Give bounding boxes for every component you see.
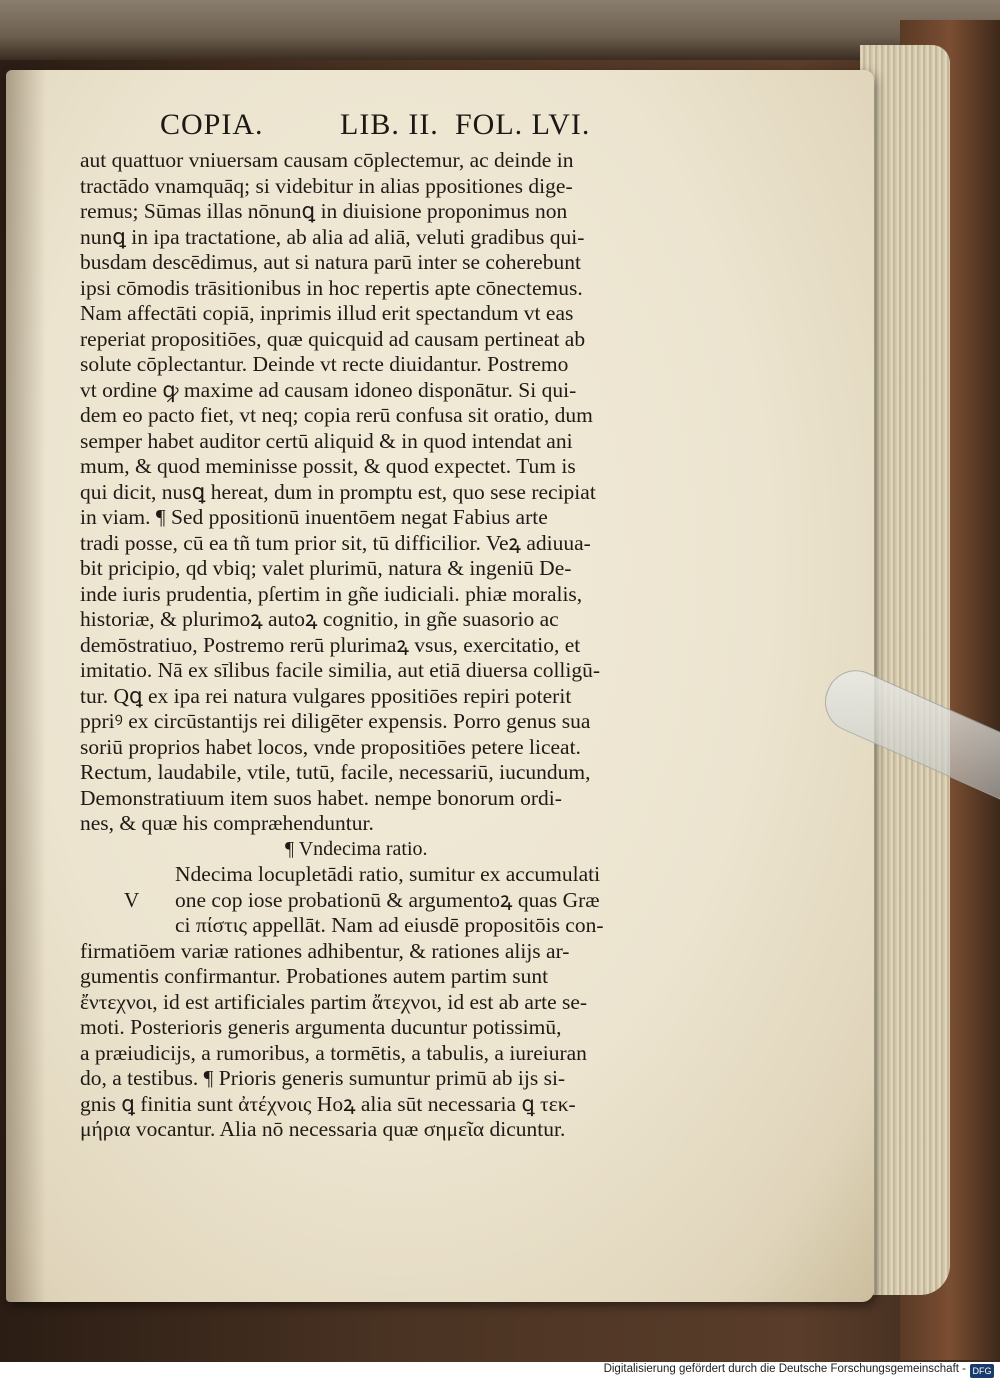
text-line: ἔντεχνοι, id est artificiales partim ἄτεχνοι, id est ab arte se- — [80, 989, 588, 1014]
text-line: firmatiōem variæ rationes adhibentur, & rationes alijs ar- — [80, 938, 570, 963]
text-line: solute cōplectantur. Deinde vt recte diuidantur. Postremo — [80, 352, 569, 376]
header-title: COPIA. — [160, 108, 264, 141]
text-line: gnis ꝗ finitia sunt ἀτέχνοις Hoꝝ alia sūt necessaria ꝗ τεκ- — [80, 1091, 576, 1116]
text-line: Demonstratiuum item suos habet. nempe bonorum ordi- — [80, 785, 562, 810]
text-line: busdam descēdimus, aut si natura parū inter se coherebunt — [80, 250, 581, 274]
dfg-logo: DFG — [970, 1364, 994, 1378]
text-line: gumentis confirmantur. Probationes autem partim sunt — [80, 964, 549, 988]
text-line: inde iuris prudentia, pſertim in gñe iudiciali. phiæ moralis, — [80, 581, 583, 606]
text-line: tractādo vnamquāq; si videbitur in alias ppositiones dige- — [80, 173, 573, 198]
text-line: remus; Sūmas illas nōnunꝗ in diuisione proponimus non — [80, 199, 568, 223]
text-line: ipsi cōmodis trāsitionibus in hoc repertis apte cōnectemus. — [80, 275, 583, 300]
text-line: in viam. ¶ Sed ppositionū inuentōem negat Fabius arte — [80, 505, 548, 529]
text-line: Rectum, laudabile, vtile, tutū, facile, necessariū, iucundum, — [80, 760, 591, 784]
header-folio: FOL. LVI. — [455, 108, 591, 141]
text-line: historiæ, & plurimoꝝ autoꝝ cognitio, in gñe suasorio ac — [80, 607, 559, 631]
running-header — [160, 108, 660, 148]
text-line: do, a testibus. ¶ Prioris generis sumuntur primū ab ijs si- — [80, 1066, 566, 1090]
text-line: nunꝗ in ipa tractatione, ab alia ad aliā, veluti gradibus qui- — [80, 224, 585, 249]
text-line: tradi posse, cū ea tñ tum prior sit, tū difficilior. Veꝝ adiuua- — [80, 530, 591, 555]
funding-credit: Digitalisierung gefördert durch die Deutsche Forschungsgemeinschaft - — [603, 1363, 966, 1375]
text-line: a præiudicijs, a rumoribus, a tormētis, a tabulis, a iureiuran — [80, 1040, 587, 1065]
text-line: μήρια vocantur. Alia nō necessaria quæ σημεῖα dicuntur. — [80, 1117, 566, 1141]
text-line: one cop iose probationū & argumentoꝝ quas Græ — [175, 887, 600, 912]
initial-letter: V — [124, 887, 140, 912]
text-line: soriū proprios habet locos, vnde propositiōes petere liceat. — [80, 734, 581, 759]
text-line: ppriꝰ ex circūstantijs rei diligēter expensis. Porro genus sua — [80, 709, 591, 733]
text-line: aut quattuor vniuersam causam cōplectemur, ac deinde in — [80, 148, 574, 172]
text-line-with-initial — [80, 888, 680, 914]
text-line: mum, & quod meminisse possit, & quod expectet. Tum is — [80, 454, 576, 478]
text-line: vt ordine ꝙ maxime ad causam idoneo disponātur. Si qui- — [80, 377, 577, 402]
text-line: moti. Posterioris generis argumenta ducuntur potissimū, — [80, 1015, 562, 1039]
gutter-shadow — [6, 70, 46, 1302]
text-line: qui dicit, nusꝗ hereat, dum in promptu est, quo sese recipiat — [80, 479, 596, 504]
text-line: semper habet auditor certū aliquid & in quod intendat ani — [80, 428, 573, 453]
text-line: Nam affectāti copiā, inprimis illud erit spectandum vt eas — [80, 301, 574, 325]
text-line: imitatio. Nā ex sīlibus facile similia, aut etiā diuersa colligū- — [80, 658, 601, 682]
section-heading: ¶ Vndecima ratio. — [285, 837, 428, 860]
text-line: tur. Qꝗ ex ipa rei natura vulgares ppositiōes repiri poterit — [80, 683, 572, 708]
text-line: ci πίστις appellāt. Nam ad eiusdē propositōis con- — [175, 913, 604, 937]
book-cover-top — [0, 0, 1000, 60]
text-line: dem eo pacto fiet, vt neq; copia rerū confusa sit oratio, dum — [80, 403, 593, 427]
text-line: demōstratiuo, Postremo rerū plurimaꝝ vsus, exercitatio, et — [80, 632, 581, 657]
text-line: reperiat propositiōes, quæ quicquid ad causam pertineat ab — [80, 326, 586, 351]
header-book: LIB. II. — [340, 108, 439, 141]
text-line: Ndecima locupletādi ratio, sumitur ex accumulati — [175, 862, 601, 886]
text-line: bit pricipio, qd vbiq; valet plurimū, natura & ingeniū De- — [80, 556, 572, 580]
text-line: nes, & quæ his compræhenduntur. — [80, 811, 374, 835]
body-text — [80, 148, 680, 1143]
